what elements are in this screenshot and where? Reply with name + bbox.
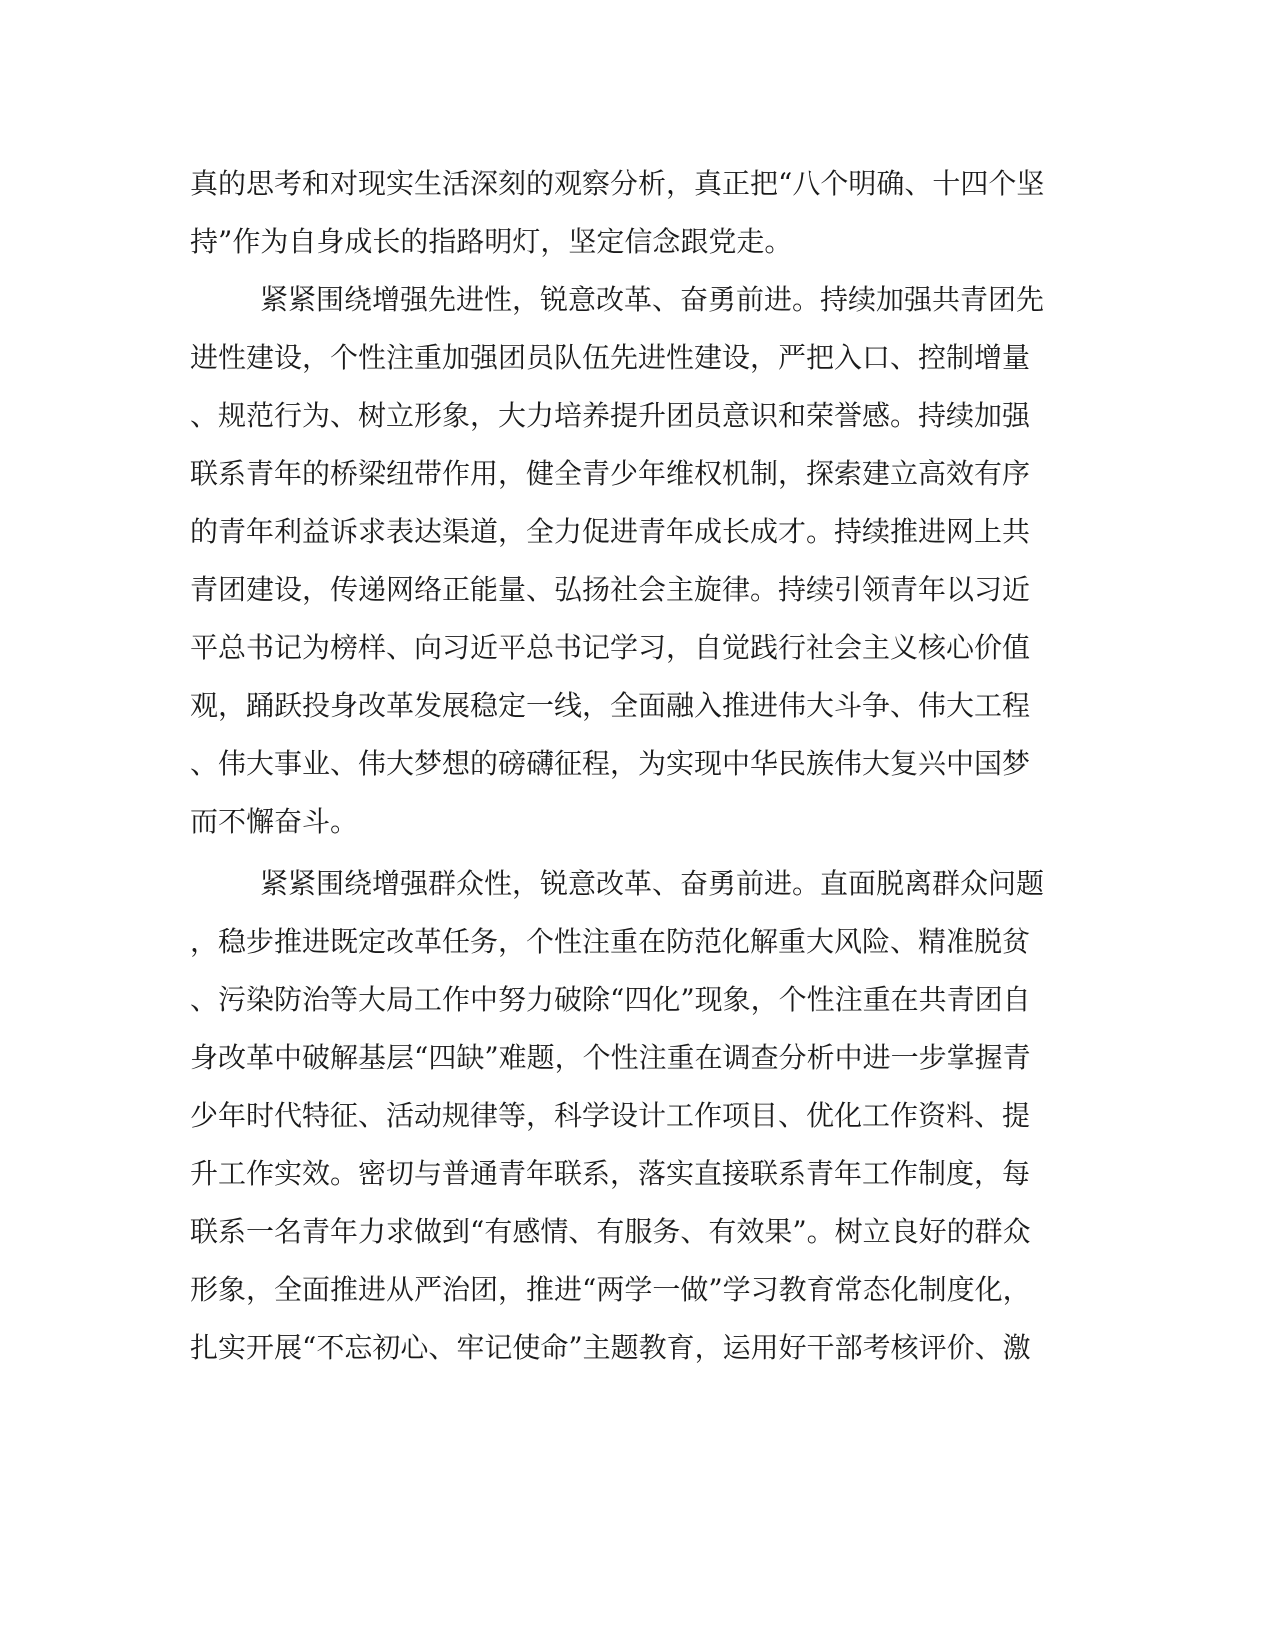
text-line: 、伟大事业、伟大梦想的磅礴征程，为实现中华民族伟大复兴中国梦 (190, 747, 1031, 780)
text-line: 身改革中破解基层“四缺”难题，个性注重在调查分析中进一步掌握青 (190, 1041, 1031, 1074)
text-line: 、规范行为、树立形象，大力培养提升团员意识和荣誉感。持续加强 (190, 399, 1031, 432)
text-line: 的青年利益诉求表达渠道，全力促进青年成长成才。持续推进网上共 (190, 515, 1031, 548)
text-line: 形象，全面推进从严治团，推进“两学一做”学习教育常态化制度化， (190, 1273, 1031, 1306)
text-line: 扎实开展“不忘初心、牢记使命”主题教育，运用好干部考核评价、激 (190, 1331, 1031, 1364)
text-line: 进性建设，个性注重加强团员队伍先进性建设，严把入口、控制增量 (190, 341, 1031, 374)
text-line: 少年时代特征、活动规律等，科学设计工作项目、优化工作资料、提 (190, 1099, 1031, 1132)
paragraph-start-line: 紧紧围绕增强群众性，锐意改革、奋勇前进。直面脱离群众问题 (260, 867, 1045, 900)
text-line: 观，踊跃投身改革发展稳定一线，全面融入推进伟大斗争、伟大工程 (190, 689, 1031, 722)
text-line: 、污染防治等大局工作中努力破除“四化”现象，个性注重在共青团自 (190, 983, 1031, 1016)
text-line: 而不懈奋斗。 (190, 805, 359, 838)
text-line: 真的思考和对现实生活深刻的观察分析，真正把“八个明确、十四个坚 (190, 167, 1045, 200)
text-line: 持”作为自身成长的指路明灯，坚定信念跟党走。 (190, 225, 793, 258)
text-line: 青团建设，传递网络正能量、弘扬社会主旋律。持续引领青年以习近 (190, 573, 1031, 606)
text-line: ，稳步推进既定改革任务，个性注重在防范化解重大风险、精准脱贫 (190, 925, 1031, 958)
text-line: 平总书记为榜样、向习近平总书记学习，自觉践行社会主义核心价值 (190, 631, 1031, 664)
text-line: 升工作实效。密切与普通青年联系，落实直接联系青年工作制度，每 (190, 1157, 1031, 1190)
text-line: 联系一名青年力求做到“有感情、有服务、有效果”。树立良好的群众 (190, 1215, 1031, 1248)
text-line: 联系青年的桥梁纽带作用，健全青少年维权机制，探索建立高效有序 (190, 457, 1031, 490)
paragraph-start-line: 紧紧围绕增强先进性，锐意改革、奋勇前进。持续加强共青团先 (260, 283, 1045, 316)
